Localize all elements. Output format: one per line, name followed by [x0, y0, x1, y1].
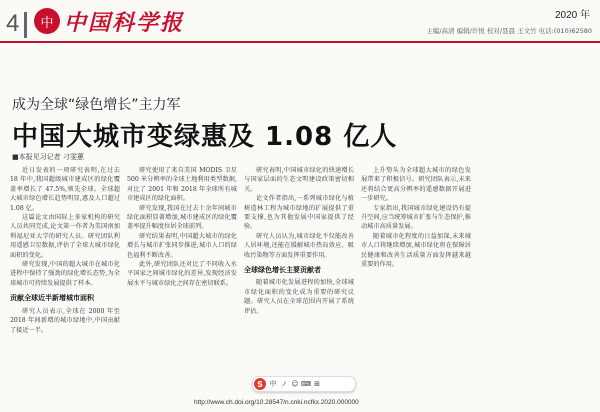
page-number: 4	[6, 10, 20, 37]
paragraph: 研究发现,中国的超大城市在城市化进程中保持了强劲的绿化增长态势,为全球城市可持续发展提供了样本。	[10, 261, 120, 287]
chinese-mode-icon[interactable]: 中	[269, 380, 277, 388]
paragraph: 研究使用了来自美国 MODIS 卫星 500 米分辨率的全球土地利用类型数据,对比了 2001 年和 2018 年全球所有城市建成区的绿化面积。	[127, 167, 237, 203]
newspaper-logo: 中	[34, 8, 60, 34]
ime-toolbar[interactable]	[252, 376, 356, 392]
paragraph: 论文作者指出,一系列城市绿化与植树造林工程为城市绿地的扩展提供了重要支撑,也为其他发展中国家提供了经验。	[244, 195, 354, 231]
article-column-2	[127, 166, 237, 288]
article-column-3	[244, 166, 354, 316]
masthead-title: 中国科学报	[64, 9, 185, 36]
page-number-bar	[24, 12, 27, 38]
paragraph: 专家指出,我国城市绿化建设仍有提升空间,应当统筹城市扩张与生态保护,推动城市高质量发展。	[361, 204, 471, 231]
paragraph: 此外,研究团队还对比了不同收入水平国家之间城市绿化的差异,发现经济发展水平与城市绿化之间存在密切联系。	[127, 261, 237, 287]
paragraph: 研究人员认为,城市绿化不仅能改善人居环境,还能在缓解城市热岛效应、吸收污染物等方面发挥重要作用。	[244, 232, 354, 259]
section-heading: 全球绿色增长主要贡献者	[244, 266, 321, 275]
section-heading: 贡献全球近半新增城市面积	[10, 294, 94, 303]
issue-date: 2020 年	[554, 10, 590, 21]
article-subtitle: 成为全球“绿色增长”主力军	[12, 97, 181, 113]
paragraph: 研究结果表明,中国超大城市的绿化增长与城市扩张同步推进,城市人口的绿色福利不断改善。	[127, 232, 237, 259]
paragraph: 上升势头为全球超大城市的绿色发展带来了积极信号。研究团队表示,未来还将结合更高分辨率的遥感数据开展进一步研究。	[361, 167, 471, 203]
article-column-4	[361, 166, 471, 269]
sogou-logo-icon[interactable]: S	[254, 378, 266, 390]
paragraph: 研究发现,我国在过去十余年间城市绿化面积显著增加,城市建成区的绿化覆盖率提升幅度位居全球前列。	[127, 204, 237, 231]
emoji-icon[interactable]: ☺	[291, 380, 299, 388]
paragraph: 这篇论文由国际上多家机构的研究人员共同完成,论文第一作者为美国南加利福尼亚大学的研究人员。研究团队利用遥感卫星数据,评估了全球大城市绿化面积的变化。	[10, 214, 120, 259]
doi-link[interactable]: http://www.ch.doi.org/10.28547/n.cnki.ncfkx.2020.000000	[194, 399, 359, 406]
paragraph: 研究表明,中国城市绿化的快速增长与国家层面的生态文明建设政策密切相关。	[244, 167, 354, 193]
article-byline: ■本报见习记者 刁雯蕙	[12, 153, 84, 161]
keyboard-icon[interactable]: ⌨	[300, 380, 312, 388]
newspaper-header	[0, 0, 600, 42]
paragraph: 近日发表的一项研究表明,在过去 18 年中,我国超级城市建成区的绿化覆盖率增长了 47.5%,领先全球。全球超大城市绿色增长趋势明显,惠及人口超过 1.08 亿。	[10, 167, 120, 212]
article-column-1	[10, 166, 120, 335]
punctuation-icon[interactable]: ノ	[280, 380, 288, 388]
paragraph: 研究人员表示,全球在 2000 年至 2018 年间新增的城市绿地中,中国贡献了接近一半。	[10, 307, 120, 334]
paragraph: 随着城市化程度的日益加深,未来城市人口将继续增加,城市绿化将在保障居民健康和改善生活质量方面发挥越来越重要的作用。	[361, 232, 471, 269]
header-rule	[0, 41, 600, 43]
paragraph: 随着城市化发展进程的加快,全球城市绿化面积的变化成为重要的研究议题。研究人员在全球范围内开展了系统评估。	[244, 279, 354, 315]
editor-credits: 主编/高清 编辑/许悦 校对/聂晨 王文竹 电话:(010)62580	[426, 27, 592, 35]
toolbox-icon[interactable]: ⊞	[314, 380, 320, 388]
article-headline: 中国大城市变绿惠及 1.08 亿人	[12, 122, 398, 152]
masthead	[34, 6, 184, 36]
